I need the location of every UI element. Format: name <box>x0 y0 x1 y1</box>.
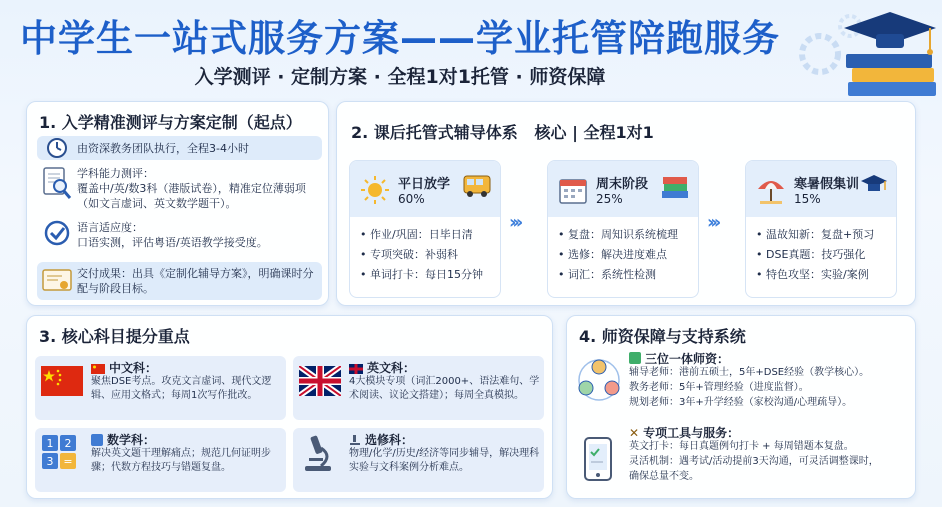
phase-weekday-item: • 作业/巩固：日毕日清 <box>360 228 473 241</box>
subject-chinese-card <box>35 356 286 420</box>
flow-arrow-icon: ››› <box>509 212 520 233</box>
svg-text:2: 2 <box>64 437 72 450</box>
china-flag-icon <box>41 366 83 396</box>
section-assessment-title: 1. 入学精准测评与方案定制（起点） <box>39 113 302 132</box>
team-icon <box>577 358 621 402</box>
ability-test-text: 覆盖中/英/数3科（港版试卷），精准定位薄弱项（如文言虚词、英文数学题干）。 <box>77 182 306 210</box>
page-title: 中学生一站式服务方案——学业托管陪跑服务 <box>20 17 780 60</box>
deliverable-text: 交付成果：出具《定制化辅导方案》，明确课时分配与阶段目标。 <box>77 267 314 295</box>
phase-weekday-name: 平日放学 <box>398 177 451 192</box>
faculty-team-line: 辅导老师：港前五硕士，5年+DSE经验（教学核心）。 <box>629 367 870 378</box>
support-tools-block <box>577 424 911 494</box>
support-tools-line: 英文打卡：每日真题例句打卡 + 每周错题本复盘。 <box>629 441 854 452</box>
subject-math-name: 数学科： <box>107 433 156 447</box>
phase-weekday-item: • 单词打卡：每日15分钟 <box>360 268 483 281</box>
subject-chinese-body: 聚焦DSE考点。攻克文言虚词、现代文逻辑、应用文格式；每周1次写作批改。 <box>91 376 272 401</box>
faculty-team-block <box>577 350 911 420</box>
assessment-duration-row <box>37 136 322 160</box>
subject-elective-body: 物理/化学/历史/经济等同步辅导，解决理科实验与文科案例分析难点。 <box>349 448 540 473</box>
svg-text:3: 3 <box>46 455 54 468</box>
section-subjects-title: 3. 核心科目提分重点 <box>39 327 190 346</box>
phase-weekend-item: • 词汇：系统性检测 <box>558 268 656 281</box>
calendar-icon <box>558 175 588 205</box>
numbers-icon <box>91 434 103 446</box>
subject-elective-name: 选修科： <box>365 433 414 447</box>
assessment-duration-text: 由资深教务团队执行，全程3-4小时 <box>77 141 249 155</box>
section-faculty-title: 4. 师资保障与支持系统 <box>579 327 746 346</box>
sun-icon <box>360 175 390 205</box>
subject-english-body: 4大模块专项（词汇2000+、语法难句、学术阅读、议论文搭建）；每周全真模拟。 <box>349 376 540 401</box>
flow-arrow-icon: ››› <box>707 212 718 233</box>
section-assessment-card <box>26 101 329 306</box>
phone-checklist-icon <box>581 436 617 482</box>
phase-holiday-pct: 15% <box>794 192 821 206</box>
ability-test-row <box>37 166 322 211</box>
phase-holiday-item: • 特色攻坚：实验/案例 <box>756 268 869 281</box>
subject-elective-card <box>293 428 544 492</box>
faculty-team-head: 三位一体师资： <box>645 352 730 366</box>
svg-text:=: = <box>63 455 73 468</box>
tools-icon: ✕ <box>629 426 640 440</box>
faculty-team-line: 教务老师：5年+管理经验（进度监督）。 <box>629 382 809 393</box>
section-faculty-card <box>566 315 916 499</box>
support-tools-line: 灵活机制：遇考试/活动提前3天沟通，可灵活调整课时， <box>629 456 879 467</box>
page-subtitle: 入学测评 · 定制方案 · 全程1对1托管 · 师资保障 <box>194 66 606 88</box>
magnifier-document-icon <box>37 166 77 200</box>
section-subjects-card <box>26 315 553 499</box>
certificate-icon <box>37 268 77 294</box>
phase-holiday-card <box>745 160 897 298</box>
uk-flag-icon <box>299 366 341 396</box>
phase-weekend-item: • 复盘：周知识系统梳理 <box>558 228 678 241</box>
language-fit-row <box>37 220 322 250</box>
phase-weekday-pct: 60% <box>398 192 425 206</box>
microscope-icon <box>349 434 361 446</box>
phase-weekend-item: • 选修：解决进度难点 <box>558 248 667 261</box>
support-tools-head: 专项工具与服务： <box>643 426 740 440</box>
books-icon <box>660 173 690 201</box>
support-tools-line: 确保总量不变。 <box>629 471 699 482</box>
subject-chinese-name: 中文科： <box>109 361 158 375</box>
subject-math-body: 解决英文题干理解痛点；规范几何证明步骤；代数方程技巧与错题复盘。 <box>91 448 271 473</box>
team-head-icon <box>629 352 641 364</box>
phase-holiday-name: 寒暑假集训 <box>794 177 860 192</box>
subject-english-name: 英文科： <box>367 361 416 375</box>
phase-holiday-item: • 温故知新：复盘+预习 <box>756 228 875 241</box>
svg-text:1: 1 <box>46 437 54 450</box>
graduation-books-decoration-icon <box>790 4 940 114</box>
section-tutoring-title: 2. 课后托管式辅导体系 核心 | 全程1对1 <box>351 123 654 142</box>
uk-flag-icon <box>349 364 363 374</box>
phase-weekday-card <box>349 160 501 298</box>
phase-weekend-pct: 25% <box>596 192 623 206</box>
subject-english-card <box>293 356 544 420</box>
language-fit-text: 口语实测，评估粤语/英语教学接受度。 <box>77 236 268 249</box>
phase-holiday-item: • DSE真题：技巧强化 <box>756 248 866 261</box>
section-tutoring-card <box>336 101 916 306</box>
deliverable-row <box>37 262 322 300</box>
ability-test-label: 学科能力测评： <box>77 167 154 180</box>
subject-math-card <box>35 428 286 492</box>
phase-weekday-item: • 专项突破：补弱科 <box>360 248 458 261</box>
microscope-icon <box>299 434 335 474</box>
faculty-team-line: 规划老师：3年+升学经验（家校沟通/心理疏导）。 <box>629 397 853 408</box>
beach-umbrella-icon <box>756 175 786 205</box>
language-fit-label: 语言适应度： <box>77 221 143 234</box>
phase-weekend-card <box>547 160 699 298</box>
school-bus-icon <box>462 173 492 199</box>
numbers-icon <box>41 434 77 470</box>
checkmark-circle-icon <box>37 220 77 246</box>
clock-icon <box>37 137 77 159</box>
phase-weekend-name: 周末阶段 <box>596 177 649 192</box>
graduation-cap-icon <box>860 173 888 197</box>
china-flag-icon <box>91 364 105 374</box>
